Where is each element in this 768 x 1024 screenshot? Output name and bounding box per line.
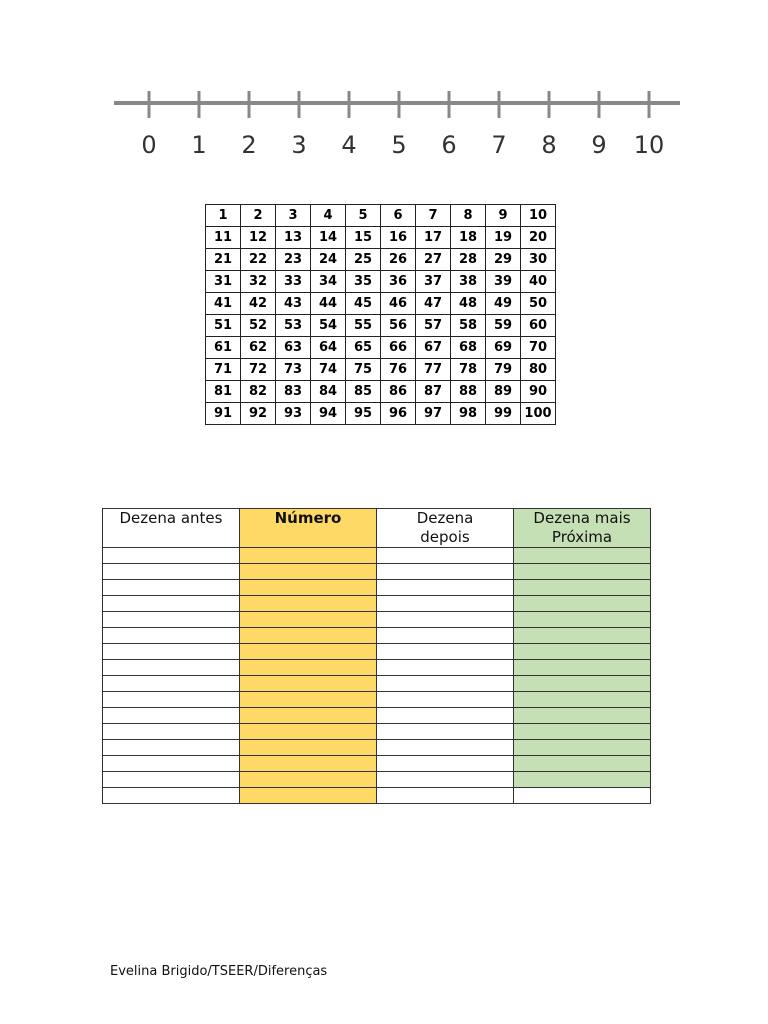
hundred-chart-cell: 59	[486, 315, 521, 337]
cell-dezena-antes[interactable]	[103, 676, 240, 692]
hundred-chart-cell: 49	[486, 293, 521, 315]
cell-dezena-antes[interactable]	[103, 580, 240, 596]
cell-dezena-mais-proxima[interactable]	[514, 644, 651, 660]
header-dezena-depois-line2: depois	[420, 528, 470, 546]
cell-dezena-depois[interactable]	[377, 628, 514, 644]
hundred-chart-cell: 64	[311, 337, 346, 359]
hundred-chart-cell: 61	[206, 337, 241, 359]
hundred-chart-cell: 38	[451, 271, 486, 293]
hundred-chart-cell: 99	[486, 403, 521, 425]
cell-dezena-antes[interactable]	[103, 628, 240, 644]
hundred-chart-cell: 30	[521, 249, 556, 271]
hundred-chart-cell: 21	[206, 249, 241, 271]
hundred-chart-cell: 18	[451, 227, 486, 249]
header-proxima-line2: Próxima	[551, 528, 613, 546]
hundred-chart-cell: 96	[381, 403, 416, 425]
cell-dezena-antes[interactable]	[103, 692, 240, 708]
cell-dezena-mais-proxima[interactable]	[514, 548, 651, 564]
hundred-chart-cell: 76	[381, 359, 416, 381]
number-line-label: 10	[633, 131, 665, 159]
cell-numero[interactable]	[240, 708, 377, 724]
cell-dezena-depois[interactable]	[377, 548, 514, 564]
worksheet-row	[103, 548, 651, 564]
cell-numero[interactable]	[240, 628, 377, 644]
cell-dezena-mais-proxima[interactable]	[514, 692, 651, 708]
hundred-chart-cell: 48	[451, 293, 486, 315]
hundred-chart-cell: 17	[416, 227, 451, 249]
hundred-chart-cell: 33	[276, 271, 311, 293]
hundred-chart-cell: 89	[486, 381, 521, 403]
header-numero: Número	[240, 509, 377, 548]
cell-dezena-depois[interactable]	[377, 740, 514, 756]
hundred-chart-cell: 87	[416, 381, 451, 403]
number-line-label: 6	[441, 131, 457, 159]
cell-numero[interactable]	[240, 580, 377, 596]
hundred-chart-cell: 69	[486, 337, 521, 359]
hundred-chart-cell: 8	[451, 205, 486, 227]
hundred-chart-cell: 62	[241, 337, 276, 359]
worksheet-header-row	[103, 509, 651, 548]
hundred-chart-cell: 10	[521, 205, 556, 227]
cell-dezena-depois[interactable]	[377, 660, 514, 676]
hundred-chart-cell: 81	[206, 381, 241, 403]
footer-credit: Evelina Brigido/TSEER/Diferenças	[110, 964, 328, 979]
hundred-chart-cell: 80	[521, 359, 556, 381]
hundred-chart-row	[206, 249, 556, 271]
hundred-chart-cell: 12	[241, 227, 276, 249]
cell-dezena-depois[interactable]	[377, 676, 514, 692]
hundred-chart-cell: 94	[311, 403, 346, 425]
cell-dezena-antes[interactable]	[103, 548, 240, 564]
worksheet-row	[103, 740, 651, 756]
header-dezena-depois	[377, 509, 514, 548]
hundred-chart-cell: 16	[381, 227, 416, 249]
cell-dezena-mais-proxima[interactable]	[514, 564, 651, 580]
cell-dezena-depois[interactable]	[377, 596, 514, 612]
hundred-chart-cell: 68	[451, 337, 486, 359]
number-line-label: 0	[141, 131, 157, 159]
cell-numero[interactable]	[240, 596, 377, 612]
hundred-chart-cell: 14	[311, 227, 346, 249]
cell-dezena-mais-proxima[interactable]	[514, 772, 651, 788]
hundred-chart-cell: 6	[381, 205, 416, 227]
cell-numero[interactable]	[240, 740, 377, 756]
hundred-chart-cell: 4	[311, 205, 346, 227]
cell-dezena-mais-proxima[interactable]	[514, 756, 651, 772]
hundred-chart-cell: 55	[346, 315, 381, 337]
worksheet-row	[103, 708, 651, 724]
worksheet-table	[102, 508, 651, 804]
hundred-chart-cell: 54	[311, 315, 346, 337]
hundred-chart-row	[206, 359, 556, 381]
hundred-chart-row	[206, 403, 556, 425]
cell-numero[interactable]	[240, 564, 377, 580]
hundred-chart-cell: 70	[521, 337, 556, 359]
cell-dezena-depois[interactable]	[377, 708, 514, 724]
hundred-chart-row	[206, 381, 556, 403]
hundred-chart-cell: 45	[346, 293, 381, 315]
worksheet-row	[103, 724, 651, 740]
cell-dezena-antes[interactable]	[103, 740, 240, 756]
hundred-chart-cell: 24	[311, 249, 346, 271]
hundred-chart-cell: 82	[241, 381, 276, 403]
hundred-chart-cell: 77	[416, 359, 451, 381]
worksheet-row	[103, 628, 651, 644]
hundred-chart-cell: 43	[276, 293, 311, 315]
cell-dezena-mais-proxima[interactable]	[514, 676, 651, 692]
worksheet-row	[103, 756, 651, 772]
hundred-chart-cell: 28	[451, 249, 486, 271]
cell-dezena-depois[interactable]	[377, 564, 514, 580]
cell-dezena-depois[interactable]	[377, 580, 514, 596]
number-line-label: 7	[491, 131, 507, 159]
hundred-chart-cell: 22	[241, 249, 276, 271]
cell-numero[interactable]	[240, 788, 377, 804]
hundred-chart-cell: 31	[206, 271, 241, 293]
hundred-chart-cell: 74	[311, 359, 346, 381]
hundred-chart-row	[206, 293, 556, 315]
worksheet-row	[103, 596, 651, 612]
hundred-chart-cell: 32	[241, 271, 276, 293]
hundred-chart-cell: 44	[311, 293, 346, 315]
hundred-chart-cell: 1	[206, 205, 241, 227]
hundred-chart-row	[206, 205, 556, 227]
hundred-chart-cell: 66	[381, 337, 416, 359]
hundred-chart-cell: 51	[206, 315, 241, 337]
hundred-chart-cell: 72	[241, 359, 276, 381]
hundred-chart-cell: 11	[206, 227, 241, 249]
hundred-chart-row	[206, 271, 556, 293]
hundred-chart-cell: 63	[276, 337, 311, 359]
cell-dezena-depois[interactable]	[377, 612, 514, 628]
hundred-chart	[205, 204, 556, 425]
number-line-label: 2	[241, 131, 257, 159]
cell-dezena-antes[interactable]	[103, 708, 240, 724]
hundred-chart-cell: 26	[381, 249, 416, 271]
cell-numero[interactable]	[240, 756, 377, 772]
hundred-chart-cell: 34	[311, 271, 346, 293]
hundred-chart-cell: 46	[381, 293, 416, 315]
cell-numero[interactable]	[240, 724, 377, 740]
hundred-chart-cell: 98	[451, 403, 486, 425]
hundred-chart-cell: 3	[276, 205, 311, 227]
cell-dezena-mais-proxima[interactable]	[514, 724, 651, 740]
number-line-label: 8	[541, 131, 557, 159]
cell-dezena-depois[interactable]	[377, 644, 514, 660]
hundred-chart-cell: 73	[276, 359, 311, 381]
cell-dezena-antes[interactable]	[103, 644, 240, 660]
hundred-chart-cell: 36	[381, 271, 416, 293]
hundred-chart-cell: 40	[521, 271, 556, 293]
cell-dezena-antes[interactable]	[103, 660, 240, 676]
hundred-chart-cell: 56	[381, 315, 416, 337]
hundred-chart-cell: 13	[276, 227, 311, 249]
number-line-label: 3	[291, 131, 307, 159]
hundred-chart-cell: 29	[486, 249, 521, 271]
hundred-chart-cell: 84	[311, 381, 346, 403]
hundred-chart-cell: 41	[206, 293, 241, 315]
cell-numero[interactable]	[240, 660, 377, 676]
hundred-chart-cell: 91	[206, 403, 241, 425]
cell-dezena-mais-proxima[interactable]	[514, 740, 651, 756]
hundred-chart-cell: 95	[346, 403, 381, 425]
hundred-chart-cell: 67	[416, 337, 451, 359]
hundred-chart-cell: 37	[416, 271, 451, 293]
number-line-label: 9	[591, 131, 607, 159]
hundred-chart-cell: 7	[416, 205, 451, 227]
hundred-chart-cell: 83	[276, 381, 311, 403]
hundred-chart-row	[206, 227, 556, 249]
hundred-chart-cell: 47	[416, 293, 451, 315]
hundred-chart-cell: 85	[346, 381, 381, 403]
hundred-chart-cell: 20	[521, 227, 556, 249]
hundred-chart-cell: 25	[346, 249, 381, 271]
cell-numero[interactable]	[240, 692, 377, 708]
worksheet-row	[103, 676, 651, 692]
hundred-chart-cell: 65	[346, 337, 381, 359]
hundred-chart-cell: 100	[521, 403, 556, 425]
hundred-chart-row	[206, 337, 556, 359]
cell-dezena-depois[interactable]	[377, 788, 514, 804]
cell-numero[interactable]	[240, 772, 377, 788]
cell-dezena-mais-proxima[interactable]	[514, 612, 651, 628]
hundred-chart-cell: 75	[346, 359, 381, 381]
hundred-chart-row	[206, 315, 556, 337]
hundred-chart-cell: 53	[276, 315, 311, 337]
worksheet-row	[103, 692, 651, 708]
hundred-chart-cell: 88	[451, 381, 486, 403]
cell-dezena-mais-proxima[interactable]	[514, 580, 651, 596]
cell-dezena-mais-proxima[interactable]	[514, 596, 651, 612]
number-line	[0, 0, 768, 170]
cell-numero[interactable]	[240, 612, 377, 628]
hundred-chart-cell: 57	[416, 315, 451, 337]
cell-dezena-depois[interactable]	[377, 756, 514, 772]
cell-dezena-mais-proxima[interactable]	[514, 708, 651, 724]
cell-dezena-antes[interactable]	[103, 772, 240, 788]
cell-dezena-depois[interactable]	[377, 692, 514, 708]
cell-dezena-antes[interactable]	[103, 724, 240, 740]
worksheet-row	[103, 772, 651, 788]
hundred-chart-cell: 50	[521, 293, 556, 315]
number-line-label: 4	[341, 131, 357, 159]
hundred-chart-cell: 79	[486, 359, 521, 381]
header-dezena-mais-proxima	[514, 509, 651, 548]
number-line-label: 1	[191, 131, 207, 159]
cell-dezena-mais-proxima[interactable]	[514, 628, 651, 644]
hundred-chart-cell: 78	[451, 359, 486, 381]
header-dezena-depois-line1: Dezena	[416, 509, 474, 527]
cell-dezena-depois[interactable]	[377, 724, 514, 740]
hundred-chart-cell: 92	[241, 403, 276, 425]
hundred-chart-cell: 23	[276, 249, 311, 271]
worksheet-row	[103, 788, 651, 804]
cell-numero[interactable]	[240, 644, 377, 660]
hundred-chart-cell: 5	[346, 205, 381, 227]
hundred-chart-cell: 2	[241, 205, 276, 227]
worksheet-row	[103, 644, 651, 660]
hundred-chart-cell: 71	[206, 359, 241, 381]
hundred-chart-cell: 90	[521, 381, 556, 403]
header-dezena-antes: Dezena antes	[103, 509, 240, 548]
hundred-chart-cell: 52	[241, 315, 276, 337]
hundred-chart-cell: 19	[486, 227, 521, 249]
worksheet-row	[103, 564, 651, 580]
hundred-chart-cell: 86	[381, 381, 416, 403]
header-proxima-line1: Dezena mais	[533, 509, 631, 527]
worksheet-row	[103, 580, 651, 596]
hundred-chart-cell: 93	[276, 403, 311, 425]
cell-dezena-antes[interactable]	[103, 564, 240, 580]
cell-dezena-mais-proxima[interactable]	[514, 660, 651, 676]
hundred-chart-cell: 9	[486, 205, 521, 227]
cell-dezena-antes[interactable]	[103, 756, 240, 772]
worksheet-row	[103, 612, 651, 628]
cell-numero[interactable]	[240, 548, 377, 564]
cell-dezena-mais-proxima[interactable]	[514, 788, 651, 804]
hundred-chart-cell: 42	[241, 293, 276, 315]
hundred-chart-cell: 58	[451, 315, 486, 337]
cell-numero[interactable]	[240, 676, 377, 692]
cell-dezena-depois[interactable]	[377, 772, 514, 788]
worksheet-row	[103, 660, 651, 676]
cell-dezena-antes[interactable]	[103, 596, 240, 612]
hundred-chart-cell: 60	[521, 315, 556, 337]
hundred-chart-cell: 27	[416, 249, 451, 271]
cell-dezena-antes[interactable]	[103, 788, 240, 804]
hundred-chart-cell: 97	[416, 403, 451, 425]
hundred-chart-cell: 39	[486, 271, 521, 293]
number-line-label: 5	[391, 131, 407, 159]
hundred-chart-cell: 15	[346, 227, 381, 249]
hundred-chart-cell: 35	[346, 271, 381, 293]
cell-dezena-antes[interactable]	[103, 612, 240, 628]
